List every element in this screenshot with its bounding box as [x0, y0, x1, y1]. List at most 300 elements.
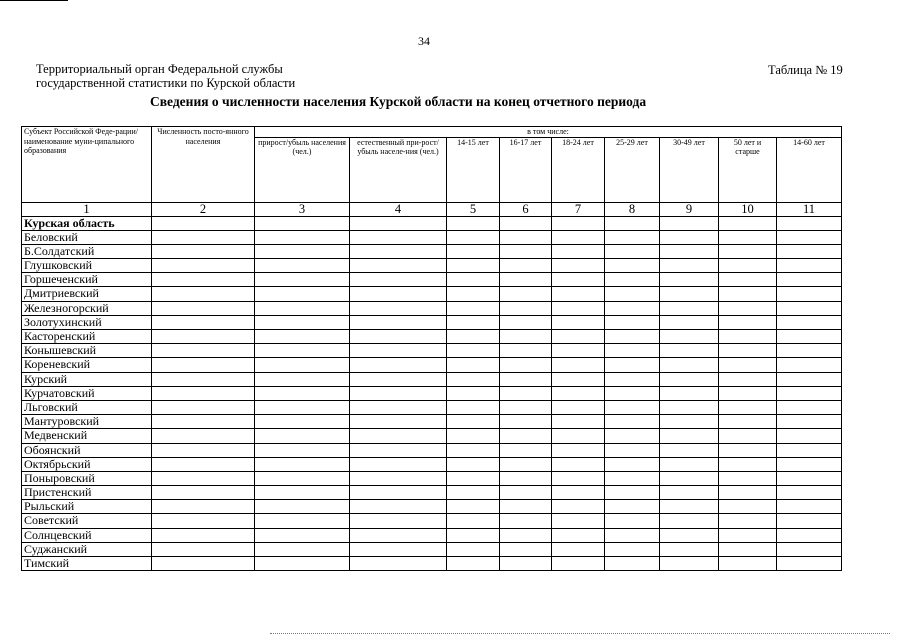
- data-cell[interactable]: [777, 514, 842, 528]
- data-cell[interactable]: [152, 443, 255, 457]
- data-cell[interactable]: [605, 471, 660, 485]
- data-cell[interactable]: [660, 244, 719, 258]
- data-cell[interactable]: [552, 273, 605, 287]
- municipality-name: Суджанский: [22, 542, 152, 556]
- data-cell[interactable]: [152, 471, 255, 485]
- data-cell[interactable]: [719, 301, 777, 315]
- data-cell[interactable]: [552, 344, 605, 358]
- data-cell[interactable]: [447, 372, 500, 386]
- data-cell[interactable]: [660, 500, 719, 514]
- data-cell[interactable]: [552, 259, 605, 273]
- data-cell[interactable]: [660, 557, 719, 571]
- data-cell[interactable]: [660, 287, 719, 301]
- data-cell[interactable]: [500, 443, 552, 457]
- data-cell[interactable]: [605, 344, 660, 358]
- data-cell[interactable]: [350, 287, 447, 301]
- data-cell[interactable]: [552, 372, 605, 386]
- data-cell[interactable]: [500, 287, 552, 301]
- municipality-name: Курская область: [22, 216, 152, 230]
- table-row: [22, 287, 842, 301]
- data-cell[interactable]: [719, 471, 777, 485]
- data-cell[interactable]: [152, 429, 255, 443]
- data-cell[interactable]: [350, 457, 447, 471]
- data-cell[interactable]: [152, 230, 255, 244]
- data-cell[interactable]: [152, 486, 255, 500]
- data-cell[interactable]: [777, 358, 842, 372]
- data-cell[interactable]: [777, 486, 842, 500]
- data-cell[interactable]: [447, 301, 500, 315]
- data-cell[interactable]: [447, 486, 500, 500]
- data-cell[interactable]: [500, 358, 552, 372]
- data-cell[interactable]: [660, 415, 719, 429]
- data-cell[interactable]: [605, 457, 660, 471]
- data-cell[interactable]: [719, 244, 777, 258]
- data-cell[interactable]: [255, 372, 350, 386]
- data-cell[interactable]: [447, 514, 500, 528]
- header-including: в том числе:: [255, 127, 842, 138]
- data-cell[interactable]: [500, 259, 552, 273]
- data-cell[interactable]: [552, 287, 605, 301]
- data-cell[interactable]: [152, 273, 255, 287]
- data-cell[interactable]: [719, 557, 777, 571]
- data-cell[interactable]: [255, 315, 350, 329]
- data-cell[interactable]: [719, 500, 777, 514]
- data-cell[interactable]: [552, 557, 605, 571]
- data-cell[interactable]: [660, 429, 719, 443]
- data-cell[interactable]: [605, 486, 660, 500]
- data-cell[interactable]: [552, 230, 605, 244]
- data-cell[interactable]: [777, 372, 842, 386]
- data-cell[interactable]: [605, 301, 660, 315]
- data-cell[interactable]: [255, 386, 350, 400]
- table-row: [22, 457, 842, 471]
- header-population: Численность посто-янного населения: [152, 127, 255, 203]
- data-cell[interactable]: [447, 230, 500, 244]
- data-cell[interactable]: [500, 301, 552, 315]
- data-cell[interactable]: [255, 216, 350, 230]
- data-cell[interactable]: [552, 471, 605, 485]
- data-cell[interactable]: [255, 415, 350, 429]
- data-cell[interactable]: [500, 500, 552, 514]
- data-cell[interactable]: [447, 415, 500, 429]
- population-table: [21, 126, 842, 571]
- data-cell[interactable]: [447, 273, 500, 287]
- data-cell[interactable]: [255, 514, 350, 528]
- data-cell[interactable]: [255, 528, 350, 542]
- data-cell[interactable]: [605, 542, 660, 556]
- data-cell[interactable]: [777, 259, 842, 273]
- data-cell[interactable]: [350, 330, 447, 344]
- data-cell[interactable]: [660, 542, 719, 556]
- data-cell[interactable]: [350, 429, 447, 443]
- table-row: [22, 330, 842, 344]
- data-cell[interactable]: [719, 457, 777, 471]
- data-cell[interactable]: [152, 287, 255, 301]
- data-cell[interactable]: [500, 471, 552, 485]
- organization-line: Территориальный орган Федеральной службы: [36, 62, 283, 76]
- data-cell[interactable]: [777, 429, 842, 443]
- data-cell[interactable]: [719, 287, 777, 301]
- data-cell[interactable]: [552, 301, 605, 315]
- data-cell[interactable]: [660, 315, 719, 329]
- data-cell[interactable]: [719, 429, 777, 443]
- data-cell[interactable]: [447, 330, 500, 344]
- data-cell[interactable]: [605, 287, 660, 301]
- data-cell[interactable]: [777, 230, 842, 244]
- data-cell[interactable]: [152, 386, 255, 400]
- data-cell[interactable]: [719, 528, 777, 542]
- data-cell[interactable]: [350, 557, 447, 571]
- data-cell[interactable]: [660, 372, 719, 386]
- table-row: [22, 273, 842, 287]
- data-cell[interactable]: [605, 514, 660, 528]
- data-cell[interactable]: [447, 287, 500, 301]
- municipality-name: Солнцевский: [22, 528, 152, 542]
- table-row: [22, 259, 842, 273]
- table-row: [22, 443, 842, 457]
- data-cell[interactable]: [660, 230, 719, 244]
- data-cell[interactable]: [719, 415, 777, 429]
- data-cell[interactable]: [777, 443, 842, 457]
- data-cell[interactable]: [500, 528, 552, 542]
- data-cell[interactable]: [552, 400, 605, 414]
- data-cell[interactable]: [255, 301, 350, 315]
- data-cell[interactable]: [605, 443, 660, 457]
- data-cell[interactable]: [777, 287, 842, 301]
- data-cell[interactable]: [777, 415, 842, 429]
- data-cell[interactable]: [255, 400, 350, 414]
- data-cell[interactable]: [152, 557, 255, 571]
- data-cell[interactable]: [255, 358, 350, 372]
- data-cell[interactable]: [719, 400, 777, 414]
- data-cell[interactable]: [255, 443, 350, 457]
- data-cell[interactable]: [447, 244, 500, 258]
- data-cell[interactable]: [447, 216, 500, 230]
- municipality-name: Курский: [22, 372, 152, 386]
- data-cell[interactable]: [777, 400, 842, 414]
- data-cell[interactable]: [152, 500, 255, 514]
- data-cell[interactable]: [605, 400, 660, 414]
- table-row: [22, 514, 842, 528]
- data-cell[interactable]: [447, 500, 500, 514]
- data-cell[interactable]: [350, 542, 447, 556]
- data-cell[interactable]: [605, 500, 660, 514]
- data-cell[interactable]: [552, 358, 605, 372]
- data-cell[interactable]: [777, 542, 842, 556]
- data-cell[interactable]: [777, 273, 842, 287]
- data-cell[interactable]: [605, 230, 660, 244]
- municipality-name: Железногорский: [22, 301, 152, 315]
- data-cell[interactable]: [660, 301, 719, 315]
- data-cell[interactable]: [552, 216, 605, 230]
- data-cell[interactable]: [605, 273, 660, 287]
- data-cell[interactable]: [255, 542, 350, 556]
- data-cell[interactable]: [350, 259, 447, 273]
- data-cell[interactable]: [447, 457, 500, 471]
- data-cell[interactable]: [350, 528, 447, 542]
- data-cell[interactable]: [605, 358, 660, 372]
- data-cell[interactable]: [350, 344, 447, 358]
- data-cell[interactable]: [447, 443, 500, 457]
- data-cell[interactable]: [719, 358, 777, 372]
- data-cell[interactable]: [552, 386, 605, 400]
- data-cell[interactable]: [777, 315, 842, 329]
- data-cell[interactable]: [660, 330, 719, 344]
- data-cell[interactable]: [605, 386, 660, 400]
- data-cell[interactable]: [777, 216, 842, 230]
- data-cell[interactable]: [777, 386, 842, 400]
- data-cell[interactable]: [552, 528, 605, 542]
- data-cell[interactable]: [605, 330, 660, 344]
- data-cell[interactable]: [255, 457, 350, 471]
- data-cell[interactable]: [152, 344, 255, 358]
- data-cell[interactable]: [152, 542, 255, 556]
- data-cell[interactable]: [777, 457, 842, 471]
- municipality-name: Медвенский: [22, 429, 152, 443]
- table-row: [22, 486, 842, 500]
- data-cell[interactable]: [719, 330, 777, 344]
- data-cell[interactable]: [500, 557, 552, 571]
- data-cell[interactable]: [777, 557, 842, 571]
- data-cell[interactable]: [660, 443, 719, 457]
- data-cell[interactable]: [660, 528, 719, 542]
- municipality-name: Рыльский: [22, 500, 152, 514]
- data-cell[interactable]: [552, 244, 605, 258]
- data-cell[interactable]: [500, 457, 552, 471]
- data-cell[interactable]: [552, 486, 605, 500]
- data-cell[interactable]: [719, 344, 777, 358]
- data-cell[interactable]: [605, 244, 660, 258]
- data-cell[interactable]: [350, 244, 447, 258]
- data-cell[interactable]: [152, 457, 255, 471]
- data-cell[interactable]: [605, 259, 660, 273]
- data-cell[interactable]: [777, 528, 842, 542]
- data-cell[interactable]: [660, 344, 719, 358]
- data-cell[interactable]: [255, 273, 350, 287]
- data-cell[interactable]: [447, 542, 500, 556]
- data-cell[interactable]: [152, 315, 255, 329]
- data-cell[interactable]: [777, 301, 842, 315]
- data-cell[interactable]: [152, 514, 255, 528]
- data-cell[interactable]: [350, 500, 447, 514]
- data-cell[interactable]: [255, 244, 350, 258]
- data-cell[interactable]: [350, 400, 447, 414]
- data-cell[interactable]: [500, 315, 552, 329]
- data-cell[interactable]: [350, 358, 447, 372]
- header-subcolumn: 18-24 лет: [552, 137, 605, 202]
- table-row: [22, 400, 842, 414]
- data-cell[interactable]: [447, 400, 500, 414]
- table-row: [22, 372, 842, 386]
- data-cell[interactable]: [152, 301, 255, 315]
- data-cell[interactable]: [660, 514, 719, 528]
- data-cell[interactable]: [500, 429, 552, 443]
- data-cell[interactable]: [552, 330, 605, 344]
- data-cell[interactable]: [660, 259, 719, 273]
- data-cell[interactable]: [152, 244, 255, 258]
- data-cell[interactable]: [447, 471, 500, 485]
- data-cell[interactable]: [152, 528, 255, 542]
- data-cell[interactable]: [350, 216, 447, 230]
- data-cell[interactable]: [152, 372, 255, 386]
- data-cell[interactable]: [552, 429, 605, 443]
- data-cell[interactable]: [255, 287, 350, 301]
- data-cell[interactable]: [255, 330, 350, 344]
- municipality-name: Дмитриевский: [22, 287, 152, 301]
- table-row: [22, 557, 842, 571]
- municipality-name: Советский: [22, 514, 152, 528]
- data-cell[interactable]: [447, 315, 500, 329]
- data-cell[interactable]: [605, 415, 660, 429]
- data-cell[interactable]: [350, 471, 447, 485]
- data-cell[interactable]: [500, 415, 552, 429]
- data-cell[interactable]: [660, 400, 719, 414]
- data-cell[interactable]: [152, 216, 255, 230]
- data-cell[interactable]: [447, 259, 500, 273]
- data-cell[interactable]: [350, 372, 447, 386]
- header-subject: Субъект Российской Феде-рации/наименование муни-ципального образования: [22, 127, 152, 203]
- column-number: 4: [350, 202, 447, 216]
- municipality-name: Мантуровский: [22, 415, 152, 429]
- data-cell[interactable]: [350, 415, 447, 429]
- table-row: [22, 216, 842, 230]
- data-cell[interactable]: [500, 514, 552, 528]
- organization-name: [36, 62, 295, 90]
- data-cell[interactable]: [152, 400, 255, 414]
- data-cell[interactable]: [152, 358, 255, 372]
- municipality-name: Беловский: [22, 230, 152, 244]
- data-cell[interactable]: [719, 216, 777, 230]
- column-number: 3: [255, 202, 350, 216]
- data-cell[interactable]: [777, 344, 842, 358]
- data-cell[interactable]: [719, 273, 777, 287]
- data-cell[interactable]: [777, 500, 842, 514]
- data-cell[interactable]: [350, 301, 447, 315]
- data-cell[interactable]: [447, 344, 500, 358]
- data-cell[interactable]: [605, 429, 660, 443]
- data-cell[interactable]: [605, 315, 660, 329]
- municipality-name: Тимский: [22, 557, 152, 571]
- data-cell[interactable]: [605, 216, 660, 230]
- data-cell[interactable]: [255, 344, 350, 358]
- data-cell[interactable]: [255, 500, 350, 514]
- data-cell[interactable]: [500, 400, 552, 414]
- column-number: 2: [152, 202, 255, 216]
- data-cell[interactable]: [500, 244, 552, 258]
- data-cell[interactable]: [350, 230, 447, 244]
- data-cell[interactable]: [152, 330, 255, 344]
- data-cell[interactable]: [552, 500, 605, 514]
- data-cell[interactable]: [719, 386, 777, 400]
- data-cell[interactable]: [350, 386, 447, 400]
- data-cell[interactable]: [447, 358, 500, 372]
- organization-line: государственной статистики по Курской области: [36, 76, 296, 90]
- data-cell[interactable]: [350, 443, 447, 457]
- data-cell[interactable]: [552, 415, 605, 429]
- data-cell[interactable]: [447, 386, 500, 400]
- data-cell[interactable]: [777, 330, 842, 344]
- data-cell[interactable]: [552, 315, 605, 329]
- municipality-name: Поныровский: [22, 471, 152, 485]
- data-cell[interactable]: [500, 344, 552, 358]
- data-cell[interactable]: [719, 372, 777, 386]
- data-cell[interactable]: [350, 486, 447, 500]
- data-cell[interactable]: [500, 486, 552, 500]
- data-cell[interactable]: [152, 259, 255, 273]
- data-cell[interactable]: [552, 542, 605, 556]
- header-subcolumn: 16-17 лет: [500, 137, 552, 202]
- document-title: Сведения о численности населения Курской области на конец отчетного периода: [150, 94, 647, 109]
- data-cell[interactable]: [500, 273, 552, 287]
- municipality-name: Курчатовский: [22, 386, 152, 400]
- data-cell[interactable]: [605, 557, 660, 571]
- data-cell[interactable]: [660, 273, 719, 287]
- data-cell[interactable]: [350, 273, 447, 287]
- data-cell[interactable]: [152, 415, 255, 429]
- data-cell[interactable]: [719, 486, 777, 500]
- column-number: 10: [719, 202, 777, 216]
- data-cell[interactable]: [255, 486, 350, 500]
- data-cell[interactable]: [552, 514, 605, 528]
- data-cell[interactable]: [660, 216, 719, 230]
- data-cell[interactable]: [500, 386, 552, 400]
- data-cell[interactable]: [660, 486, 719, 500]
- data-cell[interactable]: [255, 230, 350, 244]
- data-cell[interactable]: [255, 429, 350, 443]
- table-row: [22, 500, 842, 514]
- municipality-name: Глушковский: [22, 259, 152, 273]
- table-row: [22, 358, 842, 372]
- municipality-name: Пристенский: [22, 486, 152, 500]
- data-cell[interactable]: [660, 358, 719, 372]
- data-cell[interactable]: [719, 259, 777, 273]
- data-cell[interactable]: [447, 528, 500, 542]
- data-cell[interactable]: [255, 557, 350, 571]
- table-row: [22, 244, 842, 258]
- data-cell[interactable]: [660, 457, 719, 471]
- data-cell[interactable]: [447, 557, 500, 571]
- data-cell[interactable]: [777, 244, 842, 258]
- header-subcolumn: 14-60 лет: [777, 137, 842, 202]
- data-cell[interactable]: [350, 514, 447, 528]
- header-subcolumn: 30-49 лет: [660, 137, 719, 202]
- column-number: 11: [777, 202, 842, 216]
- data-cell[interactable]: [350, 315, 447, 329]
- data-cell[interactable]: [719, 443, 777, 457]
- data-cell[interactable]: [719, 230, 777, 244]
- data-cell[interactable]: [500, 542, 552, 556]
- data-cell[interactable]: [500, 330, 552, 344]
- data-cell[interactable]: [500, 230, 552, 244]
- municipality-name: Октябрьский: [22, 457, 152, 471]
- data-cell[interactable]: [255, 259, 350, 273]
- data-cell[interactable]: [552, 457, 605, 471]
- data-cell[interactable]: [605, 528, 660, 542]
- data-cell[interactable]: [255, 471, 350, 485]
- data-cell[interactable]: [719, 315, 777, 329]
- data-cell[interactable]: [719, 542, 777, 556]
- data-cell[interactable]: [552, 443, 605, 457]
- data-cell[interactable]: [500, 372, 552, 386]
- column-number: 6: [500, 202, 552, 216]
- data-cell[interactable]: [660, 386, 719, 400]
- data-cell[interactable]: [719, 514, 777, 528]
- data-cell[interactable]: [500, 216, 552, 230]
- data-cell[interactable]: [660, 471, 719, 485]
- data-cell[interactable]: [605, 372, 660, 386]
- data-cell[interactable]: [447, 429, 500, 443]
- data-cell[interactable]: [777, 471, 842, 485]
